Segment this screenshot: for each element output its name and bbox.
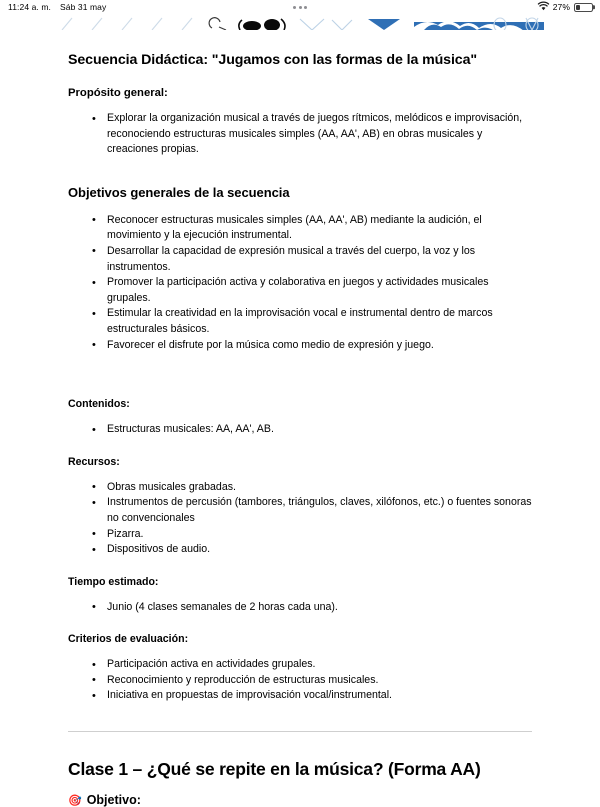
criterios-list [68,657,532,704]
three-dots-handle-icon[interactable] [293,6,307,9]
list-item: • Instrumentos de percusión (tambores, triángulos, claves, xilófonos, etc.) o fuentes sonoras no convencionales [68,495,532,526]
proposito-label: Propósito general: [68,87,168,99]
list-item: • Explorar la organización musical a través de juegos rítmicos, melódicos e improvisación, reconociendo estructuras musicales simples (AA, AA', AB) en obras musicales y creaciones propias. [68,111,532,158]
status-date: Sáb 31 may [60,2,107,12]
clipped-banner-graphics [0,14,600,30]
recursos-list [68,480,532,558]
tiempo-list [68,600,532,616]
list-item: • Reconocimiento y reproducción de estructuras musicales. [68,673,532,689]
page-title: Secuencia Didáctica: "Jugamos con las formas de la música" [68,52,478,68]
contenidos-list [68,422,532,438]
list-item: • Dispositivos de audio. [68,542,532,558]
target-icon: 🎯 [68,795,82,807]
objetivos-list [68,213,532,353]
list-item: • Pizarra. [68,527,532,543]
list-item: • Estructuras musicales: AA, AA', AB. [68,422,532,438]
clase1-objetivo-row [68,793,532,807]
list-item: • Junio (4 clases semanales de 2 horas cada una). [68,600,532,616]
battery-icon [574,3,593,12]
status-bar-right [538,2,593,13]
status-bar-center [0,6,600,9]
list-item: • Promover la participación activa y colaborativa en juegos y actividades musicales grupales. [68,275,532,306]
document-page [0,30,600,807]
wifi-icon [538,2,549,13]
list-item: • Estimular la creatividad en la improvisación vocal e instrumental dentro de marcos estructurales básicos. [68,306,532,337]
recursos-label: Recursos: [68,455,120,468]
criterios-label: Criterios de evaluación: [68,633,189,646]
list-item: • Reconocer estructuras musicales simples (AA, AA', AB) mediante la audición, el movimiento y la ejecución instrumental. [68,213,532,244]
contenidos-label: Contenidos: [68,398,130,411]
list-item: • Obras musicales grabadas. [68,480,532,496]
list-item: • Favorecer el disfrute por la música como medio de expresión y juego. [68,338,532,354]
tiempo-label: Tiempo estimado: [68,575,159,588]
list-item: • Desarrollar la capacidad de expresión musical a través del cuerpo, la voz y los instrumentos. [68,244,532,275]
proposito-list [68,111,532,158]
ipad-status-bar [0,0,600,14]
objetivos-heading: Objetivos generales de la secuencia [68,184,290,200]
status-time: 11:24 a. m. [8,2,51,12]
clase1-heading: Clase 1 – ¿Qué se repite en la música? (Forma AA) [68,759,481,780]
battery-percentage: 27% [552,2,570,12]
list-item: • Participación activa en actividades grupales. [68,657,532,673]
clase1-objetivo-label: Objetivo: [86,793,141,807]
list-item: • Iniciativa en propuestas de improvisación vocal/instrumental. [68,688,532,704]
